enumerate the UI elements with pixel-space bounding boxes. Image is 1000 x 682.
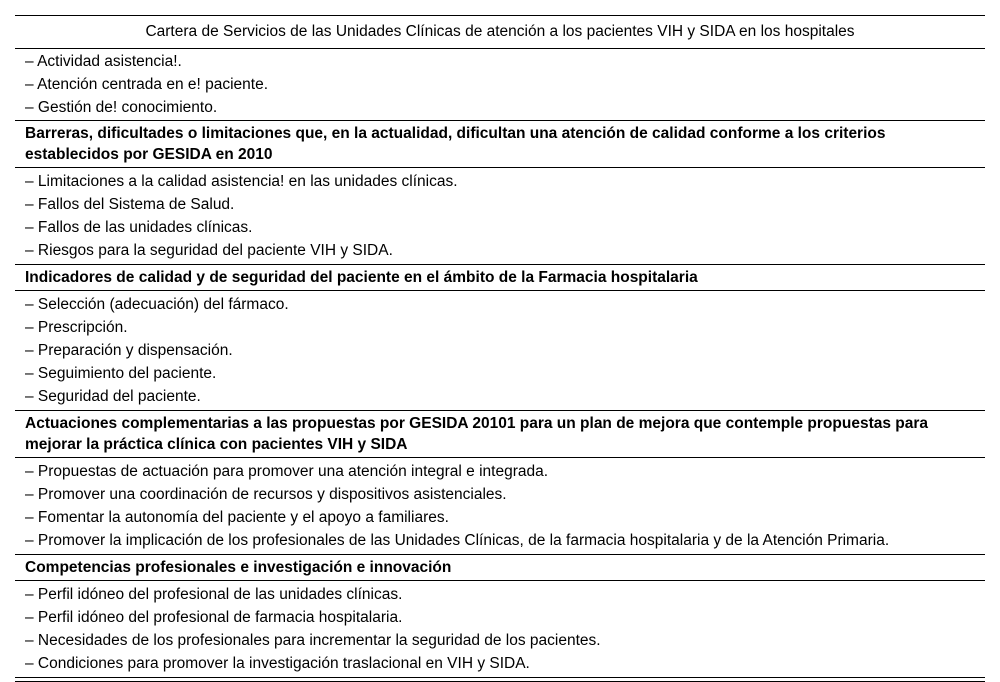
section-header: Indicadores de calidad y de seguridad del paciente en el ámbito de la Farmacia hospitalaria — [15, 265, 985, 291]
services-table — [15, 15, 985, 682]
section-header: Barreras, dificultades o limitaciones que, en la actualidad, dificultan una atención de calidad conforme a los criterios establecidos por GESIDA en 2010 — [15, 121, 985, 168]
section-indicators — [15, 265, 985, 411]
list-item: – Propuestas de actuación para promover una atención integral e integrada. — [25, 463, 549, 480]
list-item: – Perfil idóneo del profesional de farmacia hospitalaria. — [25, 609, 403, 626]
list-item: – Atención centrada en e! paciente. — [25, 76, 269, 93]
list-item: – Fomentar la autonomía del paciente y el apoyo a familiares. — [25, 509, 449, 526]
section-items — [15, 168, 985, 264]
table-bottom-double-rule — [15, 678, 985, 682]
section-items — [15, 581, 985, 677]
section-barriers — [15, 121, 985, 265]
section-header: Competencias profesionales e investigación e innovación — [15, 555, 985, 581]
list-item: – Actividad asistencia!. — [25, 53, 182, 70]
intro-items — [15, 49, 985, 121]
section-header: Actuaciones complementarias a las propuestas por GESIDA 20101 para un plan de mejora que contemple propuestas para mejorar la práctica clínica con pacientes VIH y SIDA — [15, 411, 985, 458]
list-item: – Perfil idóneo del profesional de las unidades clínicas. — [25, 586, 403, 603]
list-item: – Seguridad del paciente. — [25, 388, 201, 405]
list-item: – Limitaciones a la calidad asistencia! en las unidades clínicas. — [25, 173, 458, 190]
table-title: Cartera de Servicios de las Unidades Clínicas de atención a los pacientes VIH y SIDA en los hospitales — [15, 16, 985, 49]
section-actions — [15, 411, 985, 555]
list-item: – Fallos de las unidades clínicas. — [25, 219, 253, 236]
section-competencies — [15, 555, 985, 677]
list-item: – Riesgos para la seguridad del paciente VIH y SIDA. — [25, 242, 393, 259]
list-item: – Condiciones para promover la investigación traslacional en VIH y SIDA. — [25, 655, 530, 672]
list-item: – Fallos del Sistema de Salud. — [25, 196, 235, 213]
list-item: – Gestión de! conocimiento. — [25, 99, 218, 116]
list-item: – Promover la implicación de los profesionales de las Unidades Clínicas, de la farmacia hospitalaria y de la Atención Primaria. — [25, 532, 890, 549]
list-item: – Selección (adecuación) del fármaco. — [25, 296, 289, 313]
section-items — [15, 291, 985, 410]
list-item: – Promover una coordinación de recursos y dispositivos asistenciales. — [25, 486, 507, 503]
list-item: – Preparación y dispensación. — [25, 342, 233, 359]
list-item: – Necesidades de los profesionales para incrementar la seguridad de los pacientes. — [25, 632, 601, 649]
list-item: – Seguimiento del paciente. — [25, 365, 217, 382]
section-items — [15, 458, 985, 554]
list-item: – Prescripción. — [25, 319, 128, 336]
